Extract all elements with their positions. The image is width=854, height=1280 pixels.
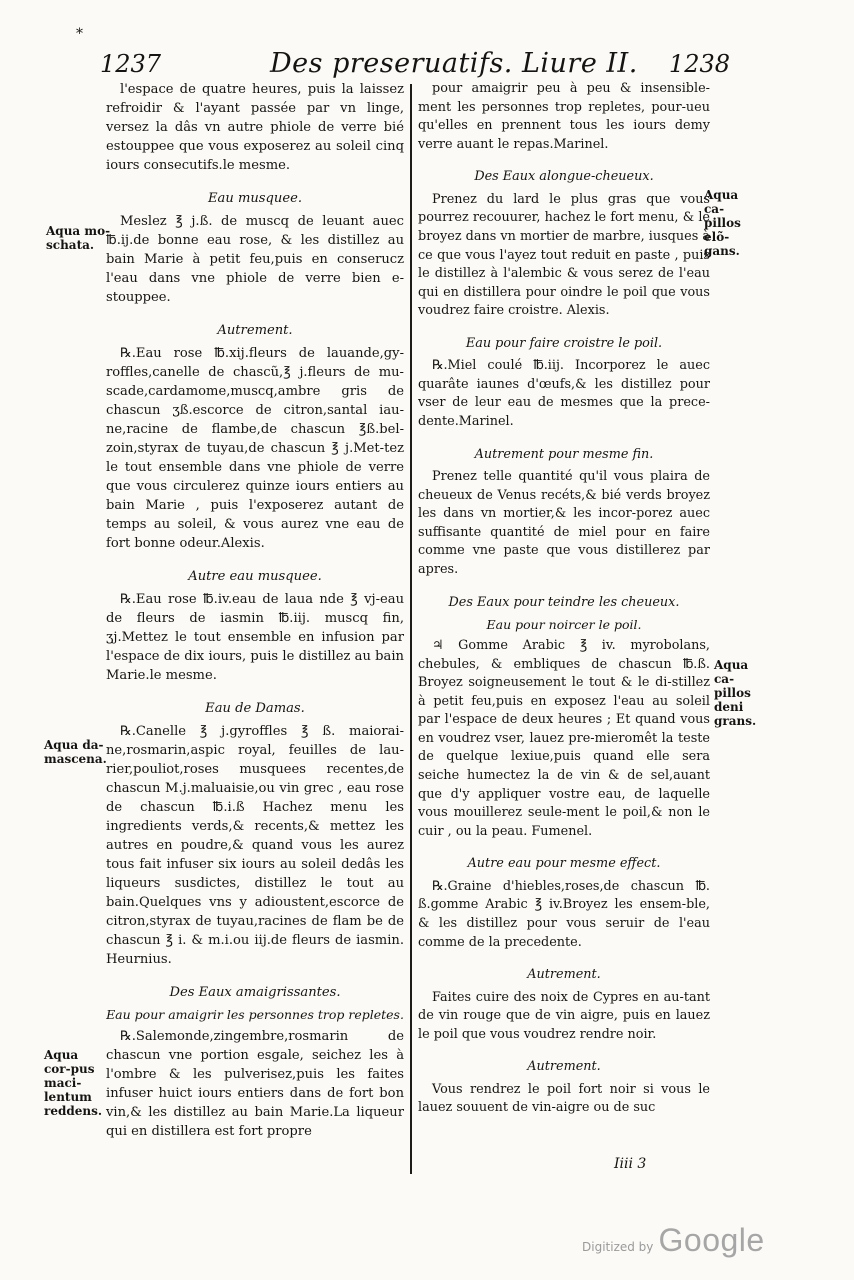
- watermark-prefix: Digitized by: [582, 1240, 654, 1254]
- left-heading: Eau de Damas.: [205, 701, 305, 716]
- left-paragraph: Meslez ℥ j.ß. de muscq de leuant auec ℔.ij.de bonne eau rose, & les distillez au bain Marie à petit feu,puis en conserucz l'eau dans vne phiole de verre bien e-stouppee.: [106, 214, 404, 305]
- left-paragraph: ℞.Eau rose ℔.xij.fleurs de lauande,gy-roffles,canelle de chascũ,℥ j.fleurs de mu-scade,cardamome,muscq,ambre gris de chascun ʒß.escorce de citron,santal iau-ne,racine de flambe,de chascun ℥ß.bel-zoin,styrax de tuyau,de chascun ℥ j.Met-tez le tout ensemble dans vne phiole de verre que vous circulerez quinze iours entiers au bain Marie , puis l'exposerez autant de temps au soleil, & vous aurez vne eau de fort bonne odeur.Alexis.: [106, 346, 404, 551]
- right-paragraph: Prenez telle quantité qu'il vous plaira de cheueux de Venus recéts,& bié verds broyez les dans vn mortier,& les incor-porez auec suffisante quantité de miel pour en faire comme vne paste que vous distillerez par apres.: [418, 469, 710, 577]
- left-paragraph: ℞.Canelle ℥ j.gyroffles ℥ ß. maiorai-ne,rosmarin,aspic royal, feuilles de lau-rier,pouliot,roses musquees recentes,de chascun M.j.maluaisie,ou vin grec , eau rose de chascun ℔.i.ß Hachez menu les ingredients verds,& recents,& mettez les autres en poudre,& quand vous les aurez tous fait infuser six iours au soleil dedâs les liqueurs susdictes, distillez le tout au bain.Quelques vns y adioustent,escorce de citron,styrax de tuyau,racines de flam be de chascun ℥ i. & m.i.ou iij.de fleurs de iasmin. Heurnius.: [106, 724, 404, 967]
- right-subheading: Eau pour noircer le poil.: [486, 617, 642, 633]
- column-divider: [410, 84, 412, 1174]
- right-paragraph: pour amaigrir peu à peu & insensible-ment les personnes trop repletes, pour-ueu qu'elles en prennent tous les iours demy verre auant le repas.Marinel.: [418, 81, 710, 152]
- page-number-left: 1237: [100, 50, 162, 78]
- google-logo: Google: [658, 1222, 765, 1258]
- left-paragraph: l'espace de quatre heures, puis la laissez refroidir & l'ayant passée par vn linge, versez la dâs vn autre phiole de verre bié estouppee que vous exposerez au soleil cinq iours consecutifs.le mesme.: [106, 82, 404, 173]
- signature-mark: Iiii 3: [614, 1156, 647, 1172]
- margin-note-aqua-capillos-denigrans: Aqua ca-pillos deni grans.: [714, 658, 757, 728]
- right-heading: Autrement.: [527, 1059, 601, 1075]
- right-paragraph: Vous rendrez le poil fort noir si vous le lauez souuent de vin-aigre ou de suc: [418, 1081, 710, 1116]
- right-heading: Eau pour faire croistre le poil.: [465, 335, 663, 351]
- right-heading: Autrement.: [527, 967, 601, 983]
- left-paragraph: ℞.Eau rose ℔.iv.eau de laua nde ℥ vj-eau de fleurs de iasmin ℔.iij. muscq fin, ʒj.Mettez le tout ensemble en infusion par l'espace de dix iours, puis le distillez au bain Marie.le mesme.: [106, 592, 404, 683]
- running-title: Des preseruatifs. Liure II.: [270, 48, 638, 79]
- margin-note-aqua-capillos-elongans: Aqua ca-pillos elõ-gans.: [704, 188, 741, 258]
- left-heading: Eau musquee.: [207, 191, 302, 206]
- left-paragraph: ℞.Salemonde,zingembre,rosmarin de chascun vne portion esgale, seichez les à l'ombre & les pulverisez,puis les faites infuser huict iours entiers dans de fort bon vin,& les distillez au bain Marie.La liqueur qui en distillera est fort propre: [106, 1029, 404, 1139]
- right-paragraph: Prenez du lard le plus gras que vous pourrez recouurer, hachez le fort menu, & le broyez dans vn mortier de marbre, iusques à ce que vous l'ayez tout reduit en paste , puis le distillez à l'alembic & vous serez de l'eau qui en distillera pour oindre le poil que vous voudrez faire croistre. Alexis.: [418, 191, 710, 319]
- right-heading: Des Eaux pour teindre les cheueux.: [448, 594, 680, 610]
- page-number-right: 1238: [668, 50, 730, 78]
- right-heading: Autrement pour mesme fin.: [474, 446, 654, 462]
- left-heading: Autre eau musquee.: [188, 569, 322, 584]
- right-heading: Des Eaux alongue-cheueux.: [474, 169, 654, 185]
- right-heading: Autre eau pour mesme effect.: [467, 856, 661, 872]
- margin-note-aqua-corpus: Aqua cor-pus maci-lentum reddens.: [44, 1048, 103, 1118]
- digitized-watermark: [582, 1222, 765, 1259]
- right-column: [418, 80, 710, 1122]
- right-paragraph: ℞.Miel coulé ℔.iij. Incorporez le auec quarâte iaunes d'œufs,& les distillez pour vser de leur eau de mesmes que la prece-dente.Marinel.: [418, 358, 710, 429]
- right-paragraph: Faites cuire des noix de Cypres en au-tant de vin rouge que de vin aigre, puis en lauez le poil que vous voudrez rendre noir.: [418, 989, 710, 1042]
- right-paragraph: ℞.Graine d'hiebles,roses,de chascun ℔. ß.gomme Arabic ℥ iv.Broyez les ensem-ble, & les distillez pour vous seruir de l'eau comme de la precedente.: [418, 878, 710, 950]
- left-heading: Des Eaux amaigrissantes.: [169, 985, 341, 1000]
- margin-note-aqua-damascena: Aqua da-mascena.: [44, 738, 107, 766]
- left-subheading: Eau pour amaigrir les personnes trop repletes.: [106, 1007, 404, 1022]
- right-paragraph: ♃ Gomme Arabic ℥ iv. myrobolans, chebules, & embliques de chascun ℔.ß. Broyez soigneusement le tout & le di-stillez à petit feu,puis en exposez l'eau au soleil par l'espace de deux heures ; Et quand vous en voudrez vser, lauez pre-mieromêt la teste de quelque lexiue,puis quand elle sera seiche humectez la de vin & de sel,auant que d'y appliquer vostre eau, de laquelle vous mouillerez seule-ment le poil,& non le cuir , ou la peau. Fumenel.: [418, 638, 710, 839]
- left-heading: Autrement.: [217, 323, 293, 338]
- corner-mark: *: [76, 26, 83, 42]
- left-column: [106, 80, 404, 1145]
- margin-note-aqua-moschata: Aqua mo-schata.: [46, 224, 111, 252]
